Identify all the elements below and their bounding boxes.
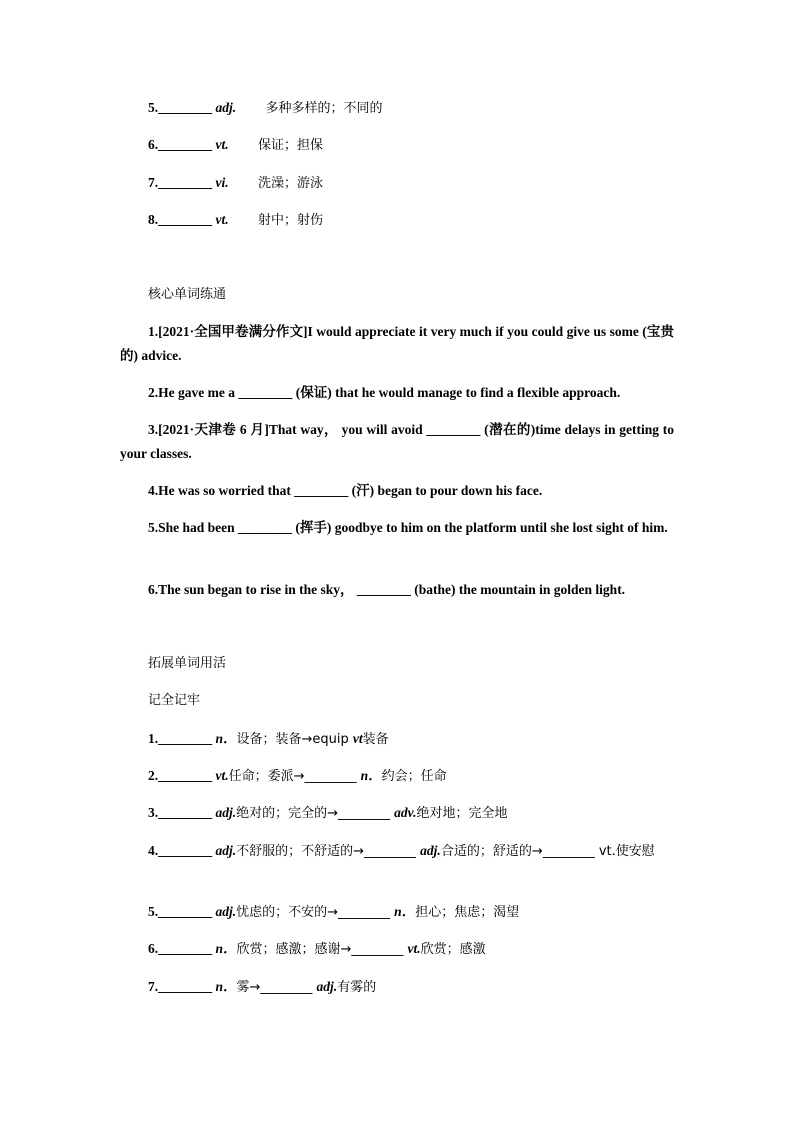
section-heading-extended: 拓展单词用活 [148,656,227,671]
part-of-speech: n． [215,979,237,994]
definition: 绝对的；完全的→________ [236,806,395,821]
definition: 射中；射伤 [258,213,324,228]
derivation-item-4 [120,839,674,864]
part-of-speech: adj. [316,979,338,994]
part-of-speech: vt [352,731,363,746]
item-number: 5.________ [148,100,213,115]
item-number: 2.________ [148,768,213,783]
vocab-item-6 [148,133,674,158]
derivation-item-5 [148,900,674,925]
vocab-item-5 [148,96,674,121]
exercise-sentence-2: 2.He gave me a ________ (保证) that he would manage to find a flexible approach. [148,385,621,400]
exercise-sentence-1: 1.[2021·全国甲卷满分作文]I would appreciate it very much if you could give us some (宝贵的) advice. [120,324,674,363]
part-of-speech: adj. [215,904,237,919]
definition: 绝对地；完全地 [416,806,508,821]
derivation-item-2 [148,764,674,789]
derivation-item-7 [148,975,674,1000]
item-number: 5.________ [148,904,213,919]
exercise-sentence-4: 4.He was so worried that ________ (汗) began to pour down his face. [148,483,543,498]
item-number: 7.________ [148,979,213,994]
definition: 装备 [362,732,389,747]
definition: 欣赏；感激 [420,942,486,957]
exercise-sentence-3: 3.[2021·天津卷 6 月]That way， you will avoid ________ (潜在的)time delays in getting to your classes. [120,422,674,461]
section-heading-core: 核心单词练通 [148,287,227,302]
part-of-speech: adj. [215,100,237,115]
part-of-speech: n． [360,768,382,783]
part-of-speech: vt. [407,941,421,956]
part-of-speech: vi. [215,175,229,190]
vocab-item-8 [148,208,674,233]
part-of-speech: n． [215,941,237,956]
part-of-speech: vt. [215,212,229,227]
item-number: 3.________ [148,805,213,820]
derivation-item-6 [148,937,674,962]
derivation-item-3 [148,801,674,826]
item-number: 4.________ [148,843,213,858]
vocab-item-7 [148,171,674,196]
item-number: 7.________ [148,175,213,190]
part-of-speech: vt. [215,768,229,783]
item-number: 1.________ [148,731,213,746]
definition: 设备；装备→equip [236,732,353,747]
part-of-speech: adj. [215,843,237,858]
definition: 雾→________ [236,980,317,995]
exercise-sentence-6: 6.The sun began to rise in the sky， ________ (bathe) the mountain in golden light. [148,582,626,597]
definition: 不舒服的；不舒适的→________ [236,844,421,859]
part-of-speech: adv. [394,805,417,820]
part-of-speech: n． [215,731,237,746]
derivation-item-1 [148,727,674,752]
definition: 多种多样的；不同的 [265,101,383,116]
definition: 担心；焦虑；渴望 [415,905,520,920]
item-number: 8.________ [148,212,213,227]
definition: 保证；担保 [258,138,324,153]
part-of-speech: n． [394,904,416,919]
exercise-sentence-5: 5.She had been ________ (挥手) goodbye to him on the platform until she lost sight of him. [148,520,668,535]
definition: 合适的；舒适的→________ vt.使安慰 [440,844,655,859]
section-subheading: 记全记牢 [148,693,201,708]
definition: 欣赏；感激；感谢→________ [236,942,408,957]
definition: 忧虑的；不安的→________ [236,905,395,920]
definition: 任命；委派→________ [228,769,361,784]
definition: 洗澡；游泳 [258,176,324,191]
item-number: 6.________ [148,941,213,956]
definition: 约会；任命 [381,769,447,784]
part-of-speech: adj. [420,843,441,858]
part-of-speech: adj. [215,805,237,820]
part-of-speech: vt. [215,137,229,152]
definition: 有雾的 [337,980,377,995]
item-number: 6.________ [148,137,213,152]
